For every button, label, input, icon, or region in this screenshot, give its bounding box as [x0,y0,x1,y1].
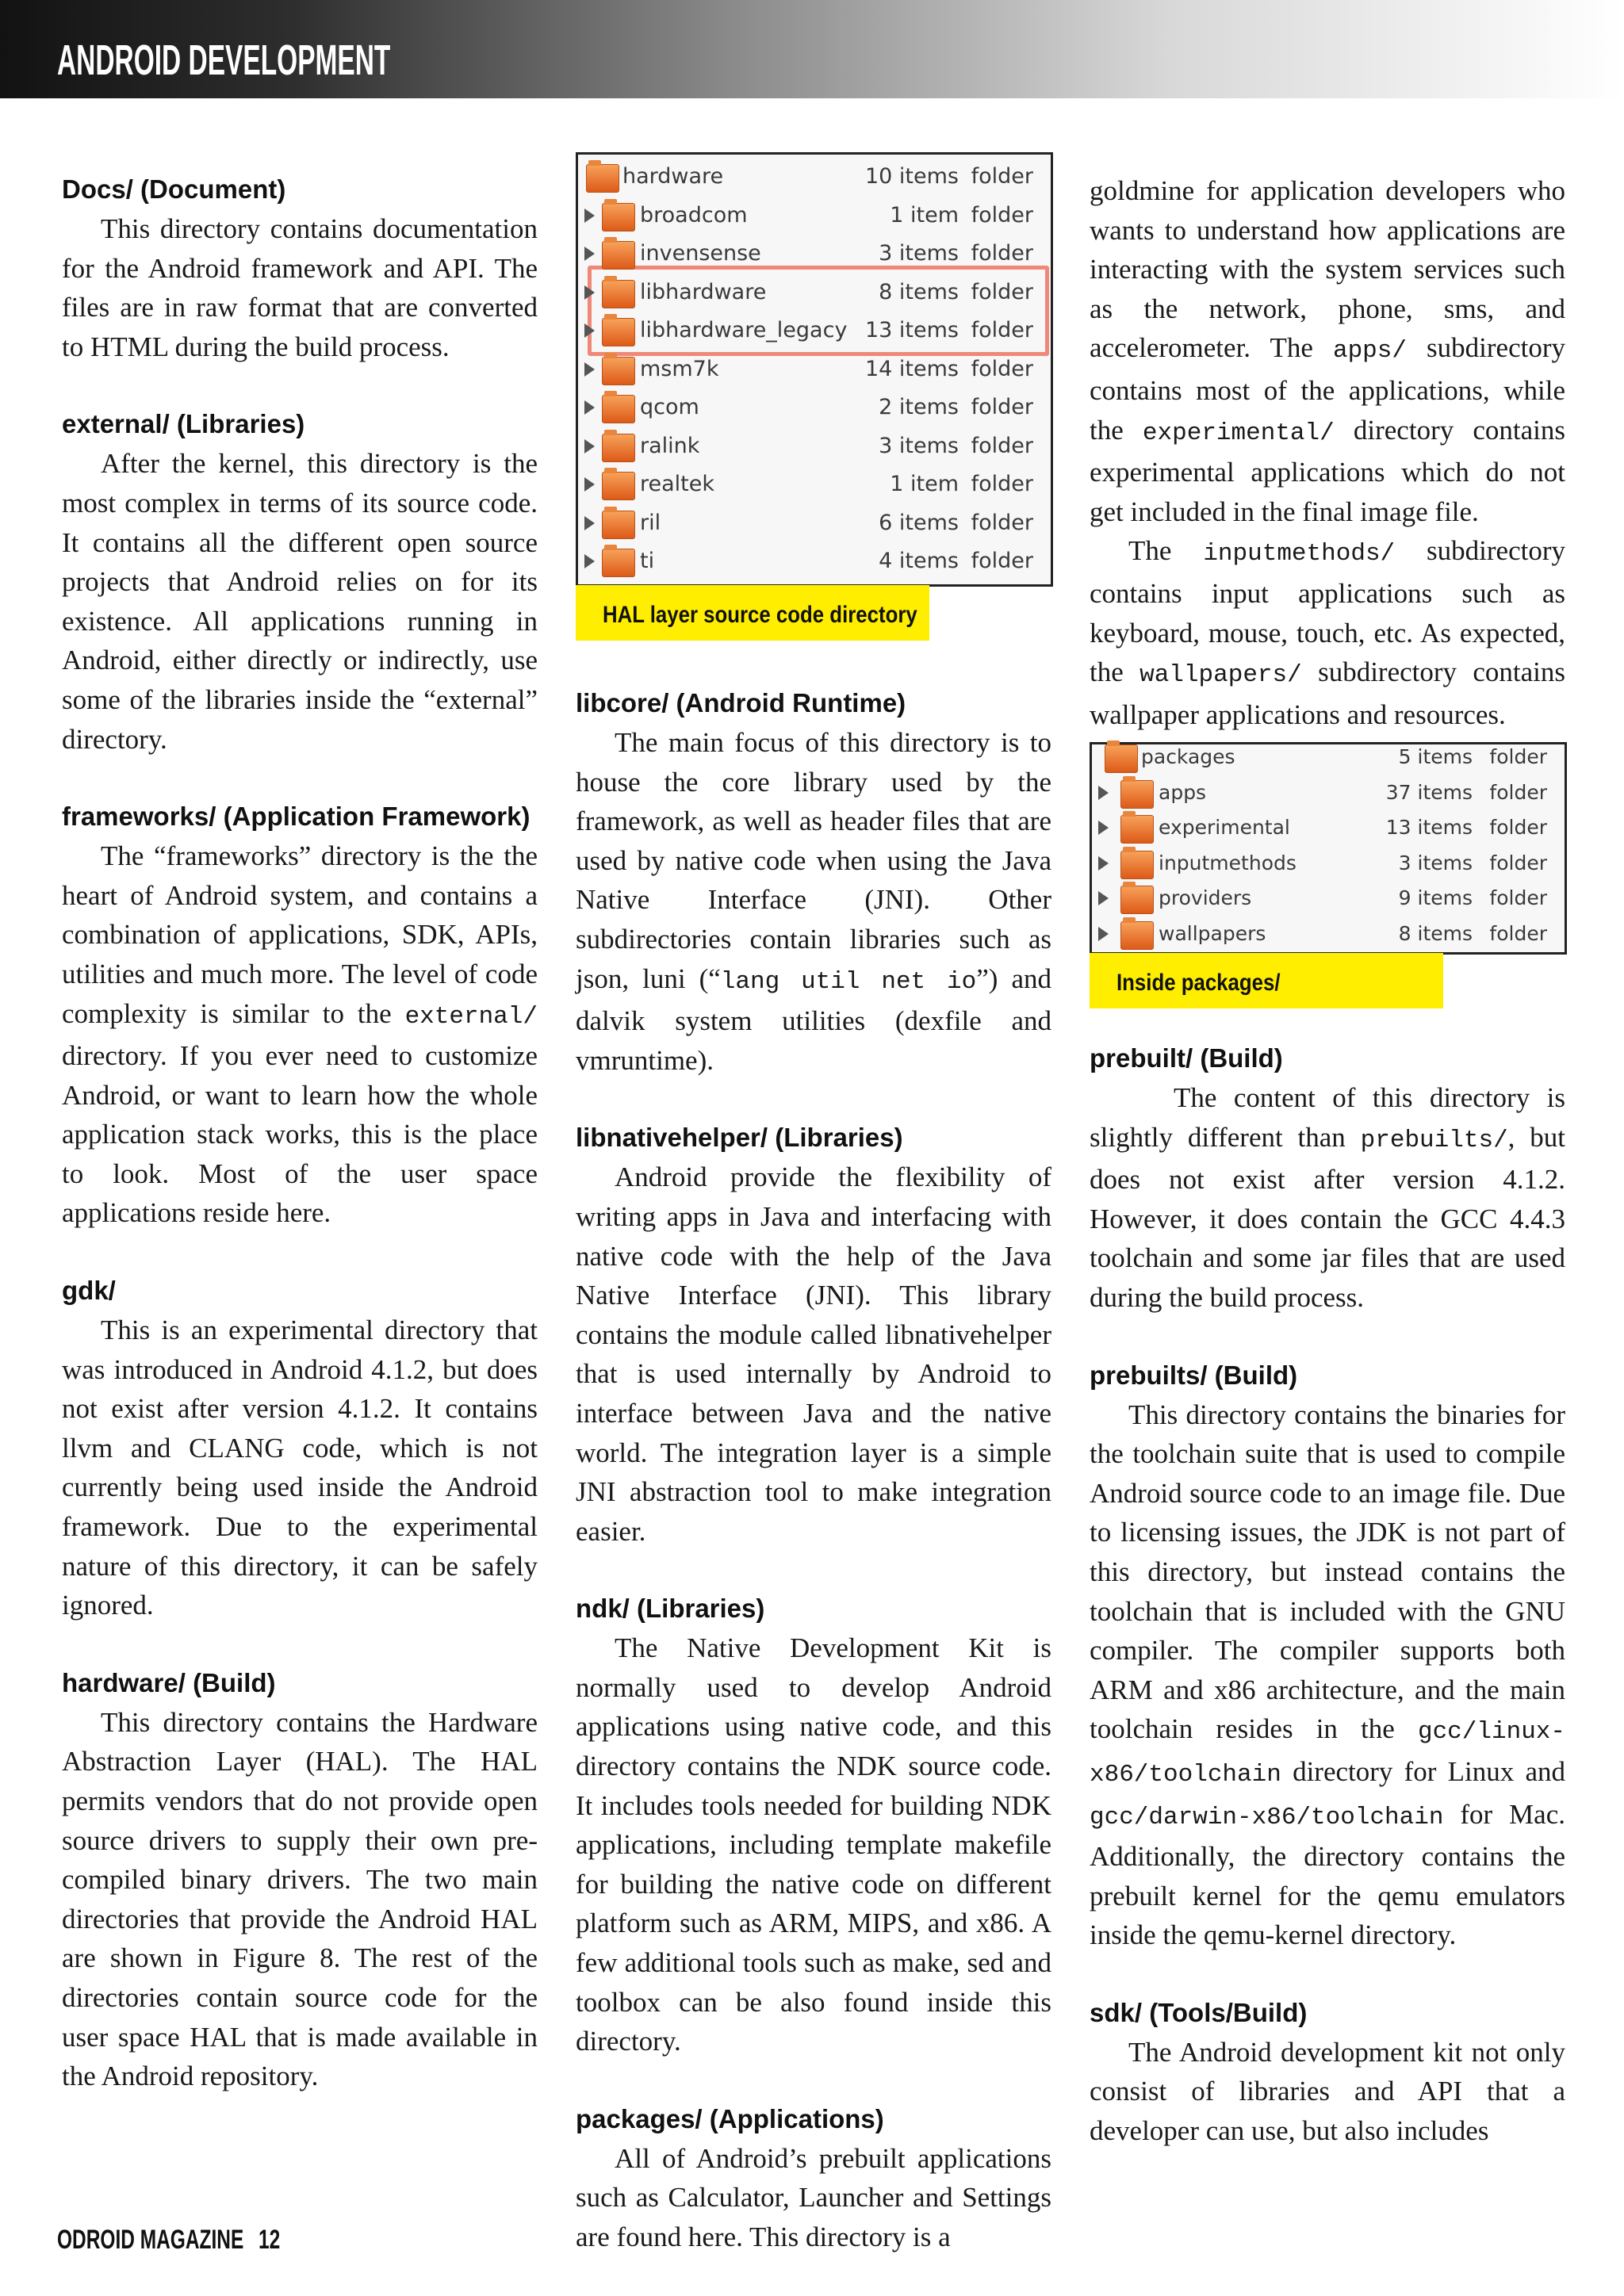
folder-name: libhardware [640,279,767,304]
folder-name: wallpapers [1159,922,1266,945]
hal-caption [576,585,929,641]
ndk-heading: ndk/ (Libraries) [576,1594,765,1624]
folder-name: broadcom [640,202,748,228]
packages-folder-row[interactable] [1092,844,1565,883]
folder-icon [602,472,635,500]
hal-caption-text: HAL layer source code directory [603,602,917,628]
file-type: folder [971,241,1033,266]
folder-icon [602,280,635,308]
packages-directory-figure [1090,742,1567,955]
prebuilt-text-b: , but does not exist after version 4.1.2. However, it does contain the GCC 4.4.3 toolchain and some jar files that are used during the build process. [1090,1121,1565,1313]
prebuilt-heading: prebuilt/ (Build) [1090,1043,1283,1073]
right-column-top [1090,171,1565,734]
file-type: folder [1489,886,1547,910]
footer [57,2225,280,2256]
folder-name: ti [640,549,655,573]
packages-caption-text: Inside packages/ [1116,970,1281,996]
folder-icon [1120,921,1154,950]
folder-name: inputmethods [1159,851,1297,874]
expand-arrow-icon[interactable] [1098,821,1109,835]
item-count: 8 items [1398,922,1473,945]
linux-toolchain-code: gcc/linux-x86/toolchain [1090,1718,1565,1789]
item-count: 13 items [1385,816,1473,840]
expand-arrow-icon[interactable] [584,285,595,300]
expand-arrow-icon[interactable] [1098,786,1109,800]
file-type: folder [971,472,1033,496]
middle-column [576,683,1051,2257]
external-paragraph: After the kernel, this directory is the most complex in terms of its source code. It contains all the different open source projects that Android relies on for its existence. All applications running in Android, either directly or indirectly, use some of the libraries inside the “external” directory. [62,448,538,755]
folder-name: experimental [1159,816,1290,840]
cont-text-c: directory contains experimental applications which do not get included in the final image file. [1090,414,1565,527]
prebuilts-text-a: This directory contains the binaries for the toolchain suite that is used to compile Android source code to an image file. Due to licensing issues, the JDK is not part of this directory, but instead contains the toolchain that is included with the GNU compiler. The compiler supports both ARM and x86 architecture, and the main toolchain resides in the [1090,1399,1565,1745]
expand-arrow-icon[interactable] [584,400,595,415]
expand-arrow-icon[interactable] [584,209,595,223]
file-type: folder [1489,780,1547,804]
packages-folder-row[interactable] [1092,738,1565,777]
folder-name: hardware [622,164,724,189]
apps-code: apps/ [1332,337,1407,365]
expand-arrow-icon[interactable] [1098,891,1109,905]
libnativehelper-paragraph: Android provide the flexibility of writing apps in Java and interfacing with native code with the help of the Java Native Interface (JNI). This library contains the module called libnativehelper that is used internally by Android to interface between Java and the native world. The integration layer is a simple JNI abstraction tool to make integration easier. [576,1161,1051,1547]
folder-name: msm7k [640,356,719,381]
file-type: folder [971,510,1033,535]
expand-arrow-icon[interactable] [1098,856,1109,871]
item-count: 5 items [1398,745,1473,768]
frameworks-heading: frameworks/ (Application Framework) [62,802,530,832]
folder-icon [602,357,635,385]
page-number: 12 [259,2225,281,2255]
gdk-paragraph: This is an experimental directory that was introduced in Android 4.1.2, but does not exist after version 4.1.2. It contains llvm and CLANG code, which is not currently being used inside the Android framework. Due to the experimental nature of this directory, it can be safely ignored. [62,1314,538,1621]
hardware-heading: hardware/ (Build) [62,1667,276,1697]
hal-folder-row[interactable] [578,427,1051,466]
docs-paragraph: This directory contains documentation for the Android framework and API. The files are in raw format that are converted to HTML during the build process. [62,213,538,362]
right-column-bottom [1090,1039,1565,2151]
folder-name: apps [1159,780,1207,804]
sdk-paragraph: The Android development kit not only consist of libraries and API that a developer can use, but also includes [1090,2036,1565,2147]
prebuilts-text-c: for Mac. Additionally, the directory contains the prebuilt kernel for the qemu emulators inside the qemu-kernel directory. [1090,1798,1565,1951]
folder-name: ralink [640,433,700,458]
packages-folder-row[interactable] [1092,915,1565,954]
folder-icon [602,203,635,232]
packages-folder-row[interactable] [1092,809,1565,848]
docs-heading: Docs/ (Document) [62,174,286,204]
folder-icon [586,164,619,193]
input-text-c: subdirectory contains wallpaper applications and resources. [1090,656,1565,730]
file-type: folder [971,356,1033,381]
file-type: folder [971,395,1033,419]
packages-caption [1090,953,1443,1008]
item-count: 8 items [879,279,959,304]
item-count: 4 items [879,549,959,573]
prebuilts-heading: prebuilts/ (Build) [1090,1360,1298,1390]
folder-icon [1120,851,1154,879]
expand-arrow-icon[interactable] [584,439,595,453]
libcore-text-a: The main focus of this directory is to house the core library used by the framework, as well as header files that are used by native code when using the Java Native Interface (JNI). Other subdirectories contain libraries such as json, luni (“ [576,727,1051,994]
packages-folder-row[interactable] [1092,879,1565,918]
libcore-code: lang util net io [720,967,977,996]
hal-directory-figure [576,152,1053,587]
hal-folder-row[interactable] [578,197,1051,235]
folder-name: realtek [640,472,714,496]
file-type: folder [971,279,1033,304]
prebuilt-paragraph [1090,1078,1565,1318]
expand-arrow-icon[interactable] [584,477,595,492]
folder-name: providers [1159,886,1252,910]
item-count: 1 item [890,202,959,228]
item-count: 10 items [864,164,959,189]
prebuilts-code: prebuilts/ [1360,1126,1508,1154]
folder-icon [1105,744,1138,773]
left-column [62,170,538,2096]
expand-arrow-icon[interactable] [584,323,595,338]
ndk-paragraph: The Native Development Kit is normally used to develop Android applications using native code, and this directory contains the NDK source code. It includes tools needed for building NDK applications, including template makefile for building the native code on different platform such as ARM, MIPS, and x86. A few additional tools such as make, sed and toolbox can be also found inside this directory. [576,1632,1051,2057]
packages-paragraph: All of Android’s prebuilt applications such as Calculator, Launcher and Settings are found here. This directory is a [576,2142,1051,2252]
libcore-paragraph [576,723,1051,1080]
packages-continued-paragraph [1090,171,1565,531]
hal-folder-row[interactable] [578,274,1051,312]
sdk-heading: sdk/ (Tools/Build) [1090,1997,1308,2027]
folder-icon [602,318,635,346]
prebuilts-paragraph [1090,1395,1565,1955]
hal-folder-row[interactable] [578,465,1051,504]
folder-name: libhardware_legacy [640,318,848,342]
frameworks-paragraph [62,836,538,1233]
folder-icon [1120,815,1154,844]
item-count: 9 items [1398,886,1473,910]
hal-folder-row[interactable] [578,158,1051,197]
cont-text-b: subdirectory contains most of the applications, while the [1090,332,1566,446]
expand-arrow-icon[interactable] [584,247,595,261]
item-count: 13 items [864,318,959,342]
folder-icon [602,241,635,270]
file-type: folder [971,164,1033,189]
file-type: folder [1489,851,1547,874]
frameworks-text-b: directory. If you ever need to customize Android, or want to learn how the whole application stack works, this is the place to look. Most of the user space applications reside here. [62,1040,538,1229]
inputmethods-paragraph [1090,531,1565,734]
item-count: 37 items [1385,780,1473,804]
file-type: folder [971,433,1033,458]
hardware-paragraph: This directory contains the Hardware Abstraction Layer (HAL). The HAL permits vendors that do not provide open source drivers to supply their own pre-compiled binary drivers. The two main directories that provide the Android HAL are shown in Figure 8. The rest of the directories contain source code for the user space HAL that is made available in the Android repository. [62,1706,538,2092]
hal-folder-row[interactable] [578,350,1051,389]
folder-icon [602,549,635,577]
darwin-toolchain-code: gcc/darwin-x86/toolchain [1090,1803,1444,1831]
folder-name: packages [1141,745,1235,768]
file-type: folder [1489,922,1547,945]
folder-icon [1120,780,1154,809]
wallpapers-code: wallpapers/ [1139,661,1302,690]
input-text-a: The [1128,535,1204,567]
packages-heading: packages/ (Applications) [576,2103,884,2133]
libnativehelper-heading: libnativehelper/ (Libraries) [576,1123,903,1153]
file-type: folder [971,549,1033,573]
item-count: 14 items [864,356,959,381]
folder-name: ril [640,510,661,535]
prebuilts-text-b: directory for Linux and [1281,1755,1565,1787]
expand-arrow-icon[interactable] [584,362,595,377]
expand-arrow-icon[interactable] [1098,927,1109,941]
folder-icon [602,511,635,539]
inputmethods-code: inputmethods/ [1203,540,1396,568]
packages-folder-row[interactable] [1092,774,1565,813]
footer-magazine: ODROID MAGAZINE [57,2225,244,2255]
input-text-b: subdirectory contains input applications such as keyboard, mouse, touch, etc. As expected, the [1090,535,1565,688]
file-type: folder [971,202,1033,228]
item-count: 2 items [879,395,959,419]
item-count: 1 item [890,472,959,496]
section-header-title: ANDROID DEVELOPMENT [57,36,391,84]
item-count: 3 items [1398,851,1473,874]
frameworks-code: external/ [404,1002,538,1031]
expand-arrow-icon[interactable] [584,516,595,530]
prebuilt-text-a: The content of this directory is slightly different than [1090,1082,1565,1153]
frameworks-text-a: The “frameworks” directory is the the heart of Android system, and contains a combination of applications, SDK, APIs, utilities and much more. The level of code complexity is similar to the [62,840,538,1029]
file-type: folder [971,318,1033,342]
expand-arrow-icon[interactable] [584,554,595,568]
experimental-code: experimental/ [1142,419,1335,447]
folder-icon [1120,886,1154,914]
folder-name: qcom [640,395,699,419]
hal-folder-row[interactable] [578,312,1051,350]
libcore-text-b: ”) and dalvik system utilities (dexfile and vmruntime). [576,962,1051,1076]
external-heading: external/ (Libraries) [62,409,305,439]
folder-name: invensense [640,241,761,266]
item-count: 6 items [879,510,959,535]
libcore-heading: libcore/ (Android Runtime) [576,688,906,718]
hal-folder-row[interactable] [578,235,1051,274]
item-count: 3 items [879,241,959,266]
folder-icon [602,395,635,423]
hal-folder-row[interactable] [578,542,1051,581]
item-count: 3 items [879,433,959,458]
file-type: folder [1489,745,1547,768]
cont-text-a: goldmine for application developers who wants to understand how applications are interacting with the system services such as the network, phone, sms, and accelerometer. The [1090,175,1565,364]
folder-icon [602,434,635,462]
file-type: folder [1489,816,1547,840]
hal-folder-row[interactable] [578,504,1051,543]
hal-folder-row[interactable] [578,388,1051,427]
gdk-heading: gdk/ [62,1276,116,1306]
